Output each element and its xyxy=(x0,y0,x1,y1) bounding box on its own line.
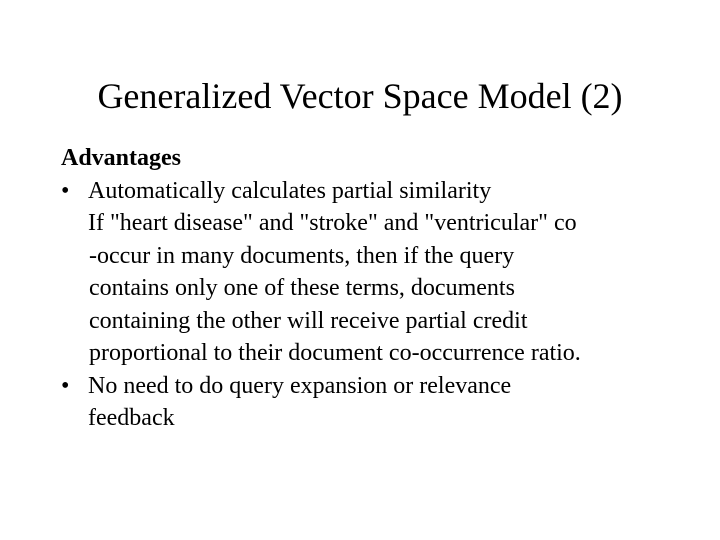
detail-line: containing the other will receive partial credit xyxy=(89,307,528,334)
detail-line: If "heart disease" and "stroke" and "ventricular" co xyxy=(88,210,577,236)
slide-title: Generalized Vector Space Model (2) xyxy=(97,76,623,116)
detail-line: contains only one of these terms, documents xyxy=(89,275,515,301)
bullet-item-no-query-expansion xyxy=(61,370,681,435)
detail-line: -occur in many documents, then if the query xyxy=(89,242,515,269)
bullet-icon: • xyxy=(61,372,70,399)
detail-line: proportional to their document co-occurrence ratio. xyxy=(89,340,581,366)
bullet-detail xyxy=(61,207,681,370)
bullet-item-partial-similarity xyxy=(61,175,681,208)
bullet-icon: • xyxy=(61,177,70,204)
slide-body xyxy=(61,142,681,435)
bullet-text: Automatically calculates partial similarity xyxy=(88,177,492,204)
bullet-text: feedback xyxy=(88,405,175,431)
advantages-heading: Advantages xyxy=(61,145,182,171)
bullet-text: No need to do query expansion or relevance xyxy=(88,372,512,399)
